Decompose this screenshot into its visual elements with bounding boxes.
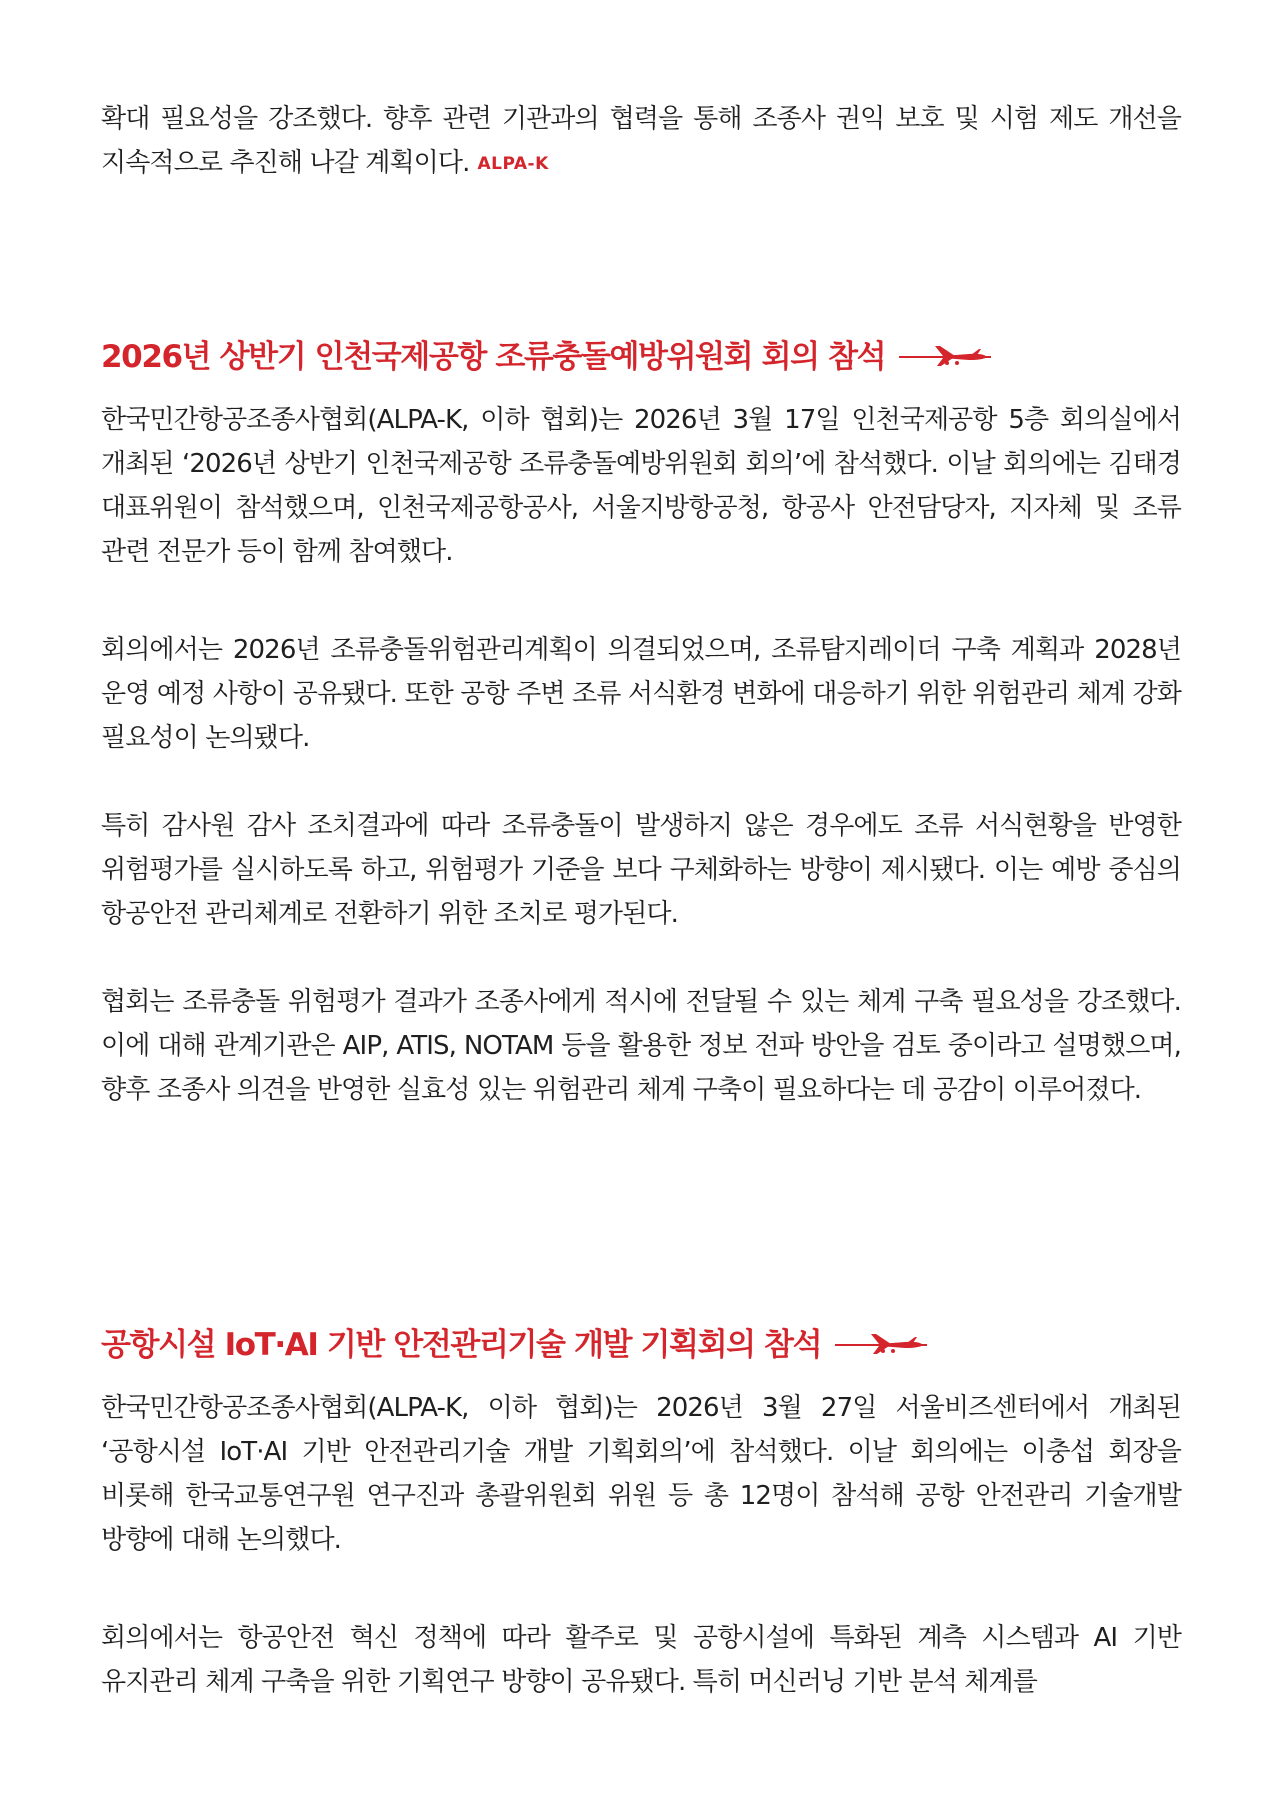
section-2-paragraph: 회의에서는 항공안전 혁신 정책에 따라 활주로 및 공항시설에 특화된 계측 시스템과 AI 기반 유지관리 체계 구축을 위한 기획연구 방향이 공유됐다. 특히 머신러닝 기반 분석 체계를 [101, 1623, 1181, 1697]
lead-paragraph [101, 97, 1181, 186]
section-1-paragraph: 한국민간항공조종사협회(ALPA-K, 이하 협회)는 2026년 3월 17일 인천국제공항 5층 회의실에서 개최된 ‘2026년 상반기 인천국제공항 조류충돌예방위원회 회의’에 참석했다. 이날 회의에는 김태경 대표위원이 참석했으며, 인천국제공항공사, 서울지방항공청, 항공사 안전담당자, 지자체 및 조류 관련 전문가 등이 함께 참여했다. [101, 405, 1181, 567]
section-2-paragraph: 한국민간항공조종사협회(ALPA-K, 이하 협회)는 2026년 3월 27일 서울비즈센터에서 개최된 ‘공항시설 IoT·AI 기반 안전관리기술 개발 기획회의’에 참석했다. 이날 회의에는 이충섭 회장을 비롯해 한국교통연구원 연구진과 총괄위원회 위원 등 총 12명이 참석해 공항 안전관리 기술개발 방향에 대해 논의했다. [101, 1393, 1181, 1555]
section-title-text: 2026년 상반기 인천국제공항 조류충돌예방위원회 회의 참석 [101, 339, 886, 375]
section-1-paragraph: 특히 감사원 감사 조치결과에 따라 조류충돌이 발생하지 않은 경우에도 조류 서식현황을 반영한 위험평가를 실시하도록 하고, 위험평가 기준을 보다 구체화하는 방향이 제시됐다. 이는 예방 중심의 항공안전 관리체계로 전환하기 위한 조치로 평가된다. [101, 811, 1181, 929]
airplane-icon [835, 1332, 927, 1358]
lead-paragraph-text: 확대 필요성을 강조했다. 향후 관련 기관과의 협력을 통해 조종사 권익 보호 및 시험 제도 개선을 지속적으로 추진해 나갈 계획이다. [101, 104, 1181, 178]
airplane-icon [899, 344, 991, 370]
section-1-paragraph: 회의에서는 2026년 조류충돌위험관리계획이 의결되었으며, 조류탐지레이더 구축 계획과 2028년 운영 예정 사항이 공유됐다. 또한 공항 주변 조류 서식환경 변화에 대응하기 위한 위험관리 체계 강화 필요성이 논의됐다. [101, 635, 1181, 753]
section-title-iot-ai-planning-meeting [101, 1323, 927, 1367]
section-title-text: 공항시설 IoT·AI 기반 안전관리기술 개발 기획회의 참석 [101, 1327, 822, 1363]
section-1-paragraph: 협회는 조류충돌 위험평가 결과가 조종사에게 적시에 전달될 수 있는 체계 구축 필요성을 강조했다. 이에 대해 관계기관은 AIP, ATIS, NOTAM 등을 활용한 정보 전파 방안을 검토 중이라고 설명했으며, 향후 조종사 의견을 반영한 실효성 있는 위험관리 체계 구축이 필요하다는 데 공감이 이루어졌다. [101, 987, 1181, 1105]
section-title-bird-strike-committee [101, 335, 991, 379]
alpa-k-end-tag: ALPA-K [477, 154, 549, 174]
